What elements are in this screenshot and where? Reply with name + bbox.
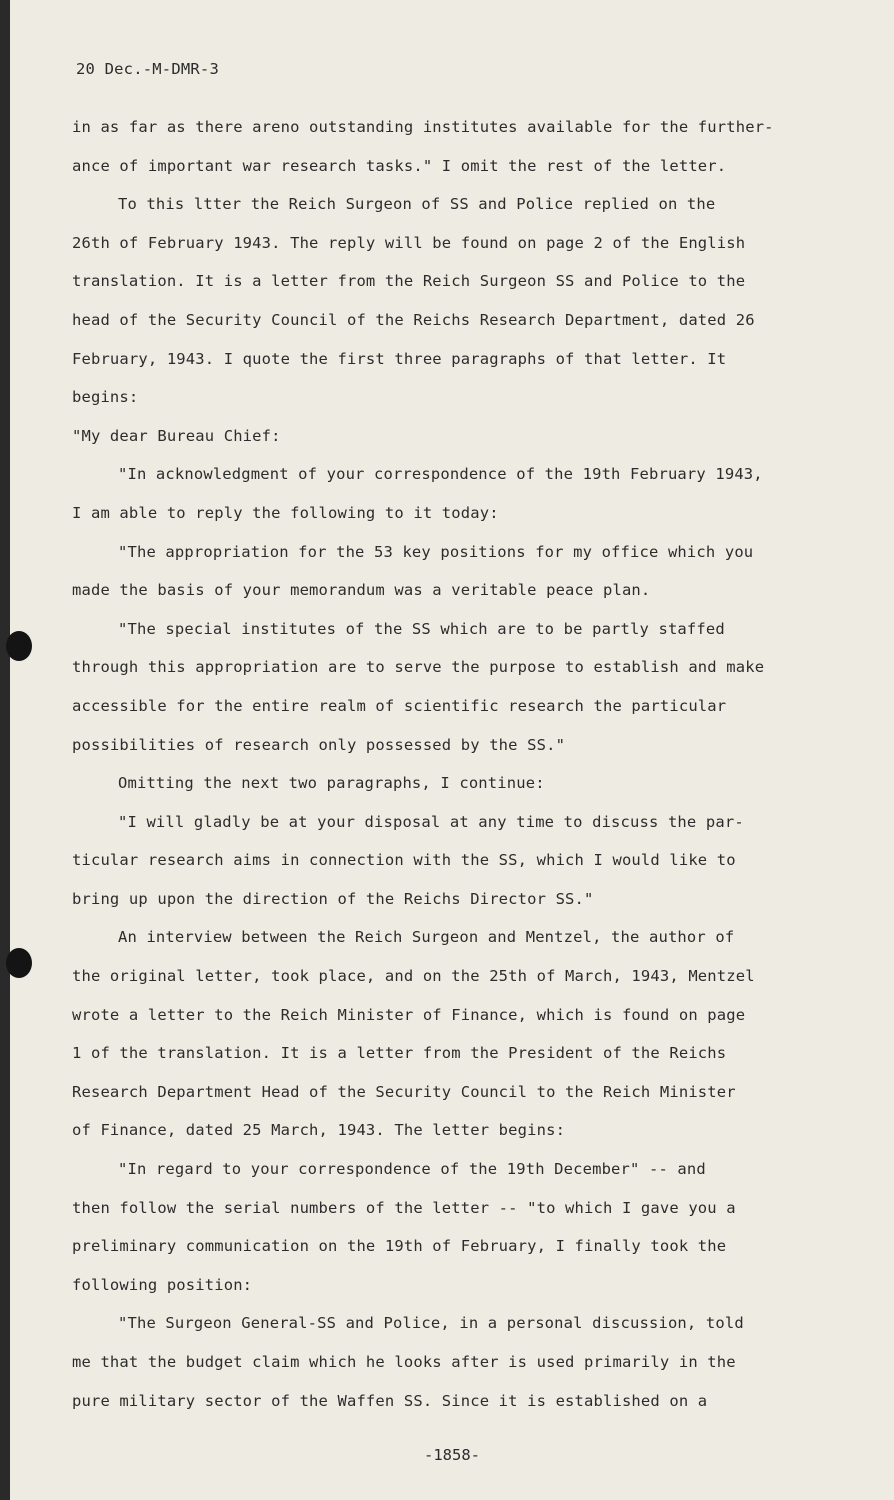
text-line: begins: [72,388,139,407]
text-line: "The appropriation for the 53 key positions for my office which you [118,542,754,561]
text-line: "The special institutes of the SS which are to be partly staffed [118,619,725,638]
text-line: 1 of the translation. It is a letter from the President of the Reichs [72,1044,727,1063]
text-line: accessible for the entire realm of scientific research the particular [72,696,727,715]
text-line: 26th of February 1943. The reply will be found on page 2 of the English [72,233,746,252]
text-line: "In acknowledgment of your correspondence of the 19th February 1943, [118,465,763,484]
text-line: translation. It is a letter from the Reich Surgeon SS and Police to the [72,272,746,291]
text-line: ticular research aims in connection with the SS, which I would like to [72,851,736,870]
text-line: made the basis of your memorandum was a veritable peace plan. [72,581,651,600]
document-body [72,108,832,1420]
text-line: head of the Security Council of the Reichs Research Department, dated 26 [72,310,755,329]
text-line: possibilities of research only possessed by the SS." [72,735,566,754]
text-line: Research Department Head of the Security Council to the Reich Minister [72,1082,736,1101]
page-header: 20 Dec.-M-DMR-3 [76,60,219,78]
text-line: I am able to reply the following to it today: [72,503,499,522]
text-line: the original letter, took place, and on the 25th of March, 1943, Mentzel [72,967,755,986]
text-line: through this appropriation are to serve the purpose to establish and make [72,658,765,677]
text-line: in as far as there areno outstanding institutes available for the further- [72,118,774,136]
page-number: -1858- [424,1446,480,1464]
text-line: To this ltter the Reich Surgeon of SS and Police replied on the [118,195,716,214]
text-line: "In regard to your correspondence of the 19th December" -- and [118,1160,706,1179]
text-line: "My dear Bureau Chief: [72,426,281,445]
text-line: preliminary communication on the 19th of February, I finally took the [72,1237,727,1256]
text-line: bring up upon the direction of the Reichs Director SS." [72,889,594,908]
text-line: An interview between the Reich Surgeon and Mentzel, the author of [118,928,735,947]
text-line: me that the budget claim which he looks after is used primarily in the [72,1353,736,1371]
text-line: Omitting the next two paragraphs, I continue: [118,774,545,793]
punch-hole [6,631,32,661]
text-line: February, 1943. I quote the first three paragraphs of that letter. It [72,349,727,368]
document-page [10,0,894,1500]
text-line: of Finance, dated 25 March, 1943. The letter begins: [72,1121,566,1140]
text-line: "The Surgeon General-SS and Police, in a personal discussion, told [118,1314,744,1333]
text-line: pure military sector of the Waffen SS. Since it is established on a [72,1391,708,1410]
text-line: ance of important war research tasks." I omit the rest of the letter. [72,156,727,175]
text-line: "I will gladly be at your disposal at any time to discuss the par- [118,812,744,831]
punch-hole [6,948,32,978]
text-line: then follow the serial numbers of the letter -- "to which I gave you a [72,1198,736,1217]
text-line: following position: [72,1275,253,1294]
text-line: wrote a letter to the Reich Minister of Finance, which is found on page [72,1005,746,1024]
